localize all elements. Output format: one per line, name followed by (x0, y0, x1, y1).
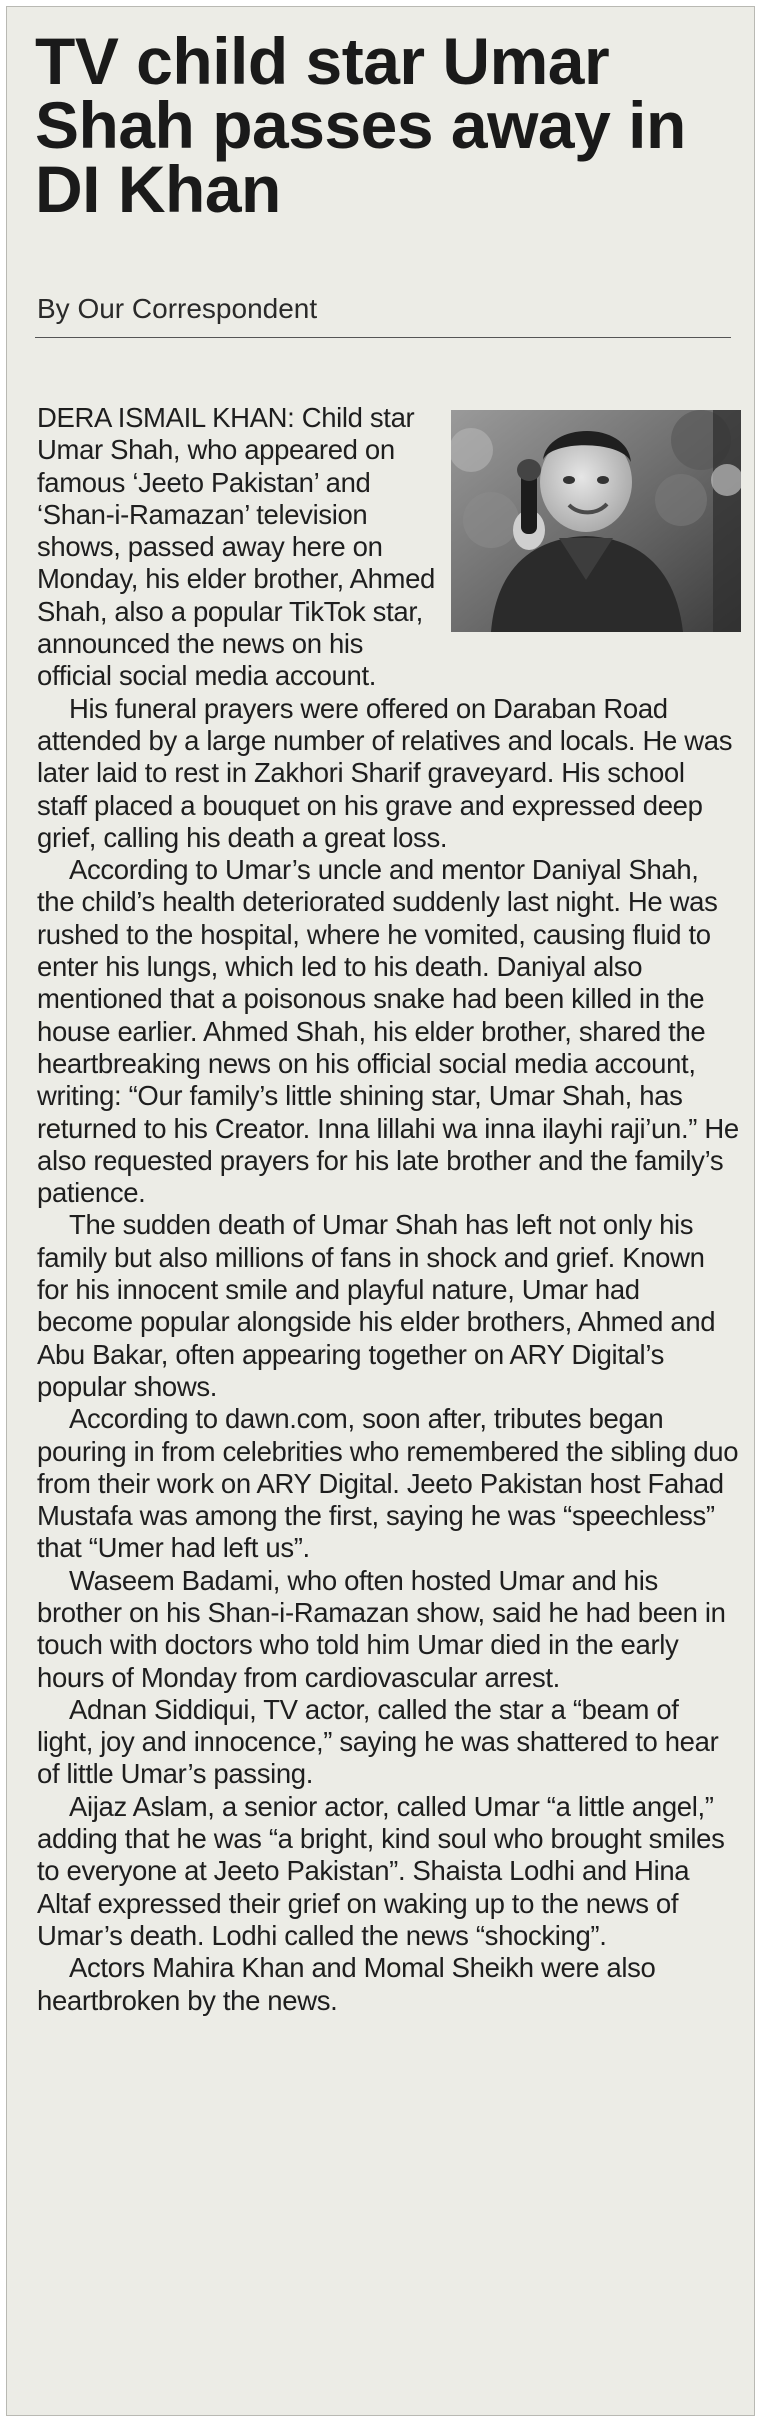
paragraph: Waseem Badami, who often hosted Umar and his brother on his Shan-i-Ramazan show, said he had been in touch with doctors who told him Umar died in the early hours of Monday from cardiovascular arrest. (37, 1564, 726, 1693)
paragraph: According to dawn.com, soon after, tributes began pouring in from celebrities who remembered the sibling duo from their work on ARY Digital. Jeeto Pakistan host Fahad Mustafa was among the first, saying he was “speechless” that “Umer had left us”. (37, 1403, 739, 1564)
byline-divider (35, 337, 731, 338)
paragraph: Actors Mahira Khan and Momal Sheikh were also heartbroken by the news. (37, 1952, 656, 2016)
paragraph: The sudden death of Umar Shah has left not only his family but also millions of fans in shock and grief. Known for his innocent smile and playful nature, Umar had become popular alongside his elder brothers, Ahmed and Abu Bakar, often appearing together on ARY Digital’s popular shows. (37, 1209, 716, 1402)
paragraph: DERA ISMAIL KHAN: Child star Umar Shah, who appeared on famous ‘Jeeto Pakistan’ and ‘Shan-i-Ramazan’ television shows, passed away here on Monday, his elder brother, Ahmed Shah, also a popular TikTok star, announced the news on his official social media account. (37, 402, 435, 692)
paragraph: Adnan Siddiqui, TV actor, called the star a “beam of light, joy and innocence,” saying he was shattered to hear of little Umar’s passing. (37, 1693, 719, 1790)
headline: TV child star Umar Shah passes away in DI Khan (35, 24, 686, 226)
byline: By Our Correspondent (37, 293, 318, 324)
article-photo (451, 410, 741, 632)
paragraph: His funeral prayers were offered on Daraban Road attended by a large number of relatives and locals. He was later laid to rest in Zakhori Sharif graveyard. His school staff placed a bouquet on his grave and expressed deep grief, calling his death a great loss. (37, 692, 733, 853)
news-clipping (6, 6, 755, 2416)
paragraph: Aijaz Aslam, a senior actor, called Umar “a little angel,” adding that he was “a bright, kind soul who brought smiles to everyone at Jeeto Pakistan”. Shaista Lodhi and Hina Altaf expressed their grief on waking up to the news of Umar’s death. Lodhi called the news “shocking”. (37, 1790, 725, 1951)
paragraph: According to Umar’s uncle and mentor Daniyal Shah, the child’s health deteriorated suddenly last night. He was rushed to the hospital, where he vomited, causing fluid to enter his lungs, which led to his death. Daniyal also mentioned that a poisonous snake had been killed in the house earlier. Ahmed Shah, his elder brother, shared the heartbreaking news on his official social media account, writing: “Our family’s little shining star, Umar Shah, has returned to his Creator. Inna lillahi wa inna ilayhi raji’un.” He also requested prayers for his late brother and the family’s patience. (37, 854, 739, 1209)
article-body (37, 402, 741, 2017)
